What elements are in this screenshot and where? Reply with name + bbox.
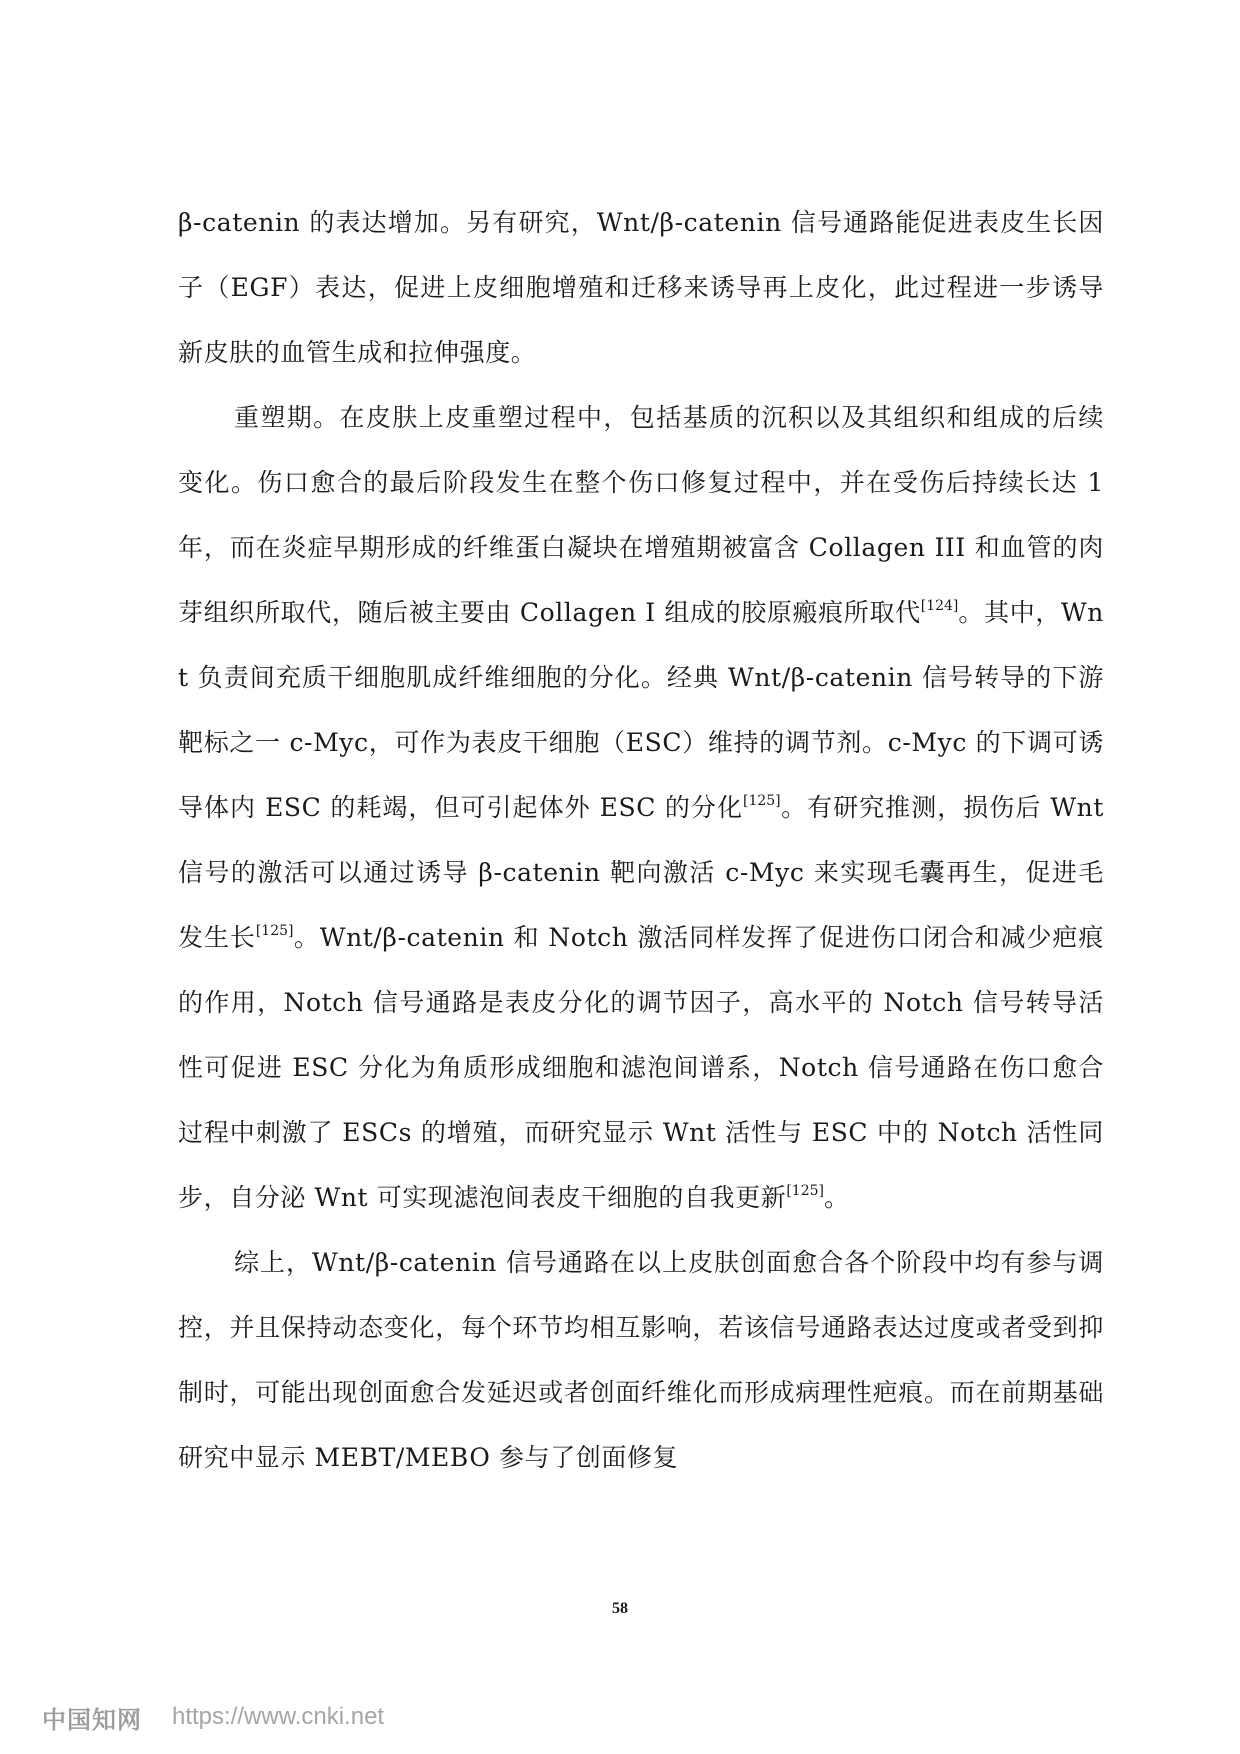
paragraph — [178, 385, 1104, 1230]
paragraph-text: 。有研究推测，损伤后 Wnt 信号的激活可以通过诱导 β-catenin 靶向激活 c-Myc 来实现毛囊再生，促进毛发生长 — [178, 793, 1104, 952]
body-text — [178, 190, 1104, 1490]
paragraph-text: 。其中，Wnt 负责间充质干细胞肌成纤维细胞的分化。经典 Wnt/β-catenin 信号转导的下游靶标之一 c-Myc，可作为表皮干细胞（ESC）维持的调节剂。c-Myc 的下调可诱导体内 ESC 的耗竭，但可引起体外 ESC 的分化 — [178, 598, 1104, 822]
paragraph-text: β-catenin 的表达增加。另有研究，Wnt/β-catenin 信号通路能促进表皮生长因子（EGF）表达，促进上皮细胞增殖和迁移来诱导再上皮化，此过程进一步诱导新皮肤的血管生成和拉伸强度。 — [178, 208, 1104, 367]
paragraph-text: 。Wnt/β-catenin 和 Notch 激活同样发挥了促进伤口闭合和减少疤痕的作用，Notch 信号通路是表皮分化的调节因子，高水平的 Notch 信号转导活性可促进 ESC 分化为角质形成细胞和滤泡间谱系，Notch 信号通路在伤口愈合过程中刺激了 ESCs 的增殖，而研究显示 Wnt 活性与 ESC 中的 Notch 活性同步，自分泌 Wnt 可实现滤泡间表皮干细胞的自我更新 — [178, 923, 1104, 1212]
page-number: 58 — [612, 1600, 628, 1617]
paragraph-text: 重塑期。在皮肤上皮重塑过程中，包括基质的沉积以及其组织和组成的后续变化。伤口愈合的最后阶段发生在整个伤口修复过程中，并在受伤后持续长达 1 年，而在炎症早期形成的纤维蛋白凝块在增殖期被富含 Collagen III 和血管的肉芽组织所取代，随后被主要由 Collagen I 组成的胶原瘢痕所取代 — [178, 403, 1104, 627]
citation-ref: [125] — [255, 923, 294, 939]
paragraph-text: 。 — [824, 1183, 850, 1212]
citation-ref: [124] — [920, 598, 959, 614]
paragraph-text: 综上，Wnt/β-catenin 信号通路在以上皮肤创面愈合各个阶段中均有参与调控，并且保持动态变化，每个环节均相互影响，若该信号通路表达过度或者受到抑制时，可能出现创面愈合发延迟或者创面纤维化而形成病理性疤痕。而在前期基础研究中显示 MEBT/MEBO 参与了创面修复 — [178, 1248, 1104, 1472]
citation-ref: [125] — [742, 793, 781, 809]
paragraph — [178, 1230, 1104, 1490]
citation-ref: [125] — [786, 1183, 824, 1199]
watermark-footer — [42, 1697, 384, 1737]
cnki-url: https://www.cnki.net — [172, 1703, 385, 1730]
paragraph — [178, 190, 1104, 385]
cnki-brand: 中国知网 — [42, 1705, 142, 1734]
